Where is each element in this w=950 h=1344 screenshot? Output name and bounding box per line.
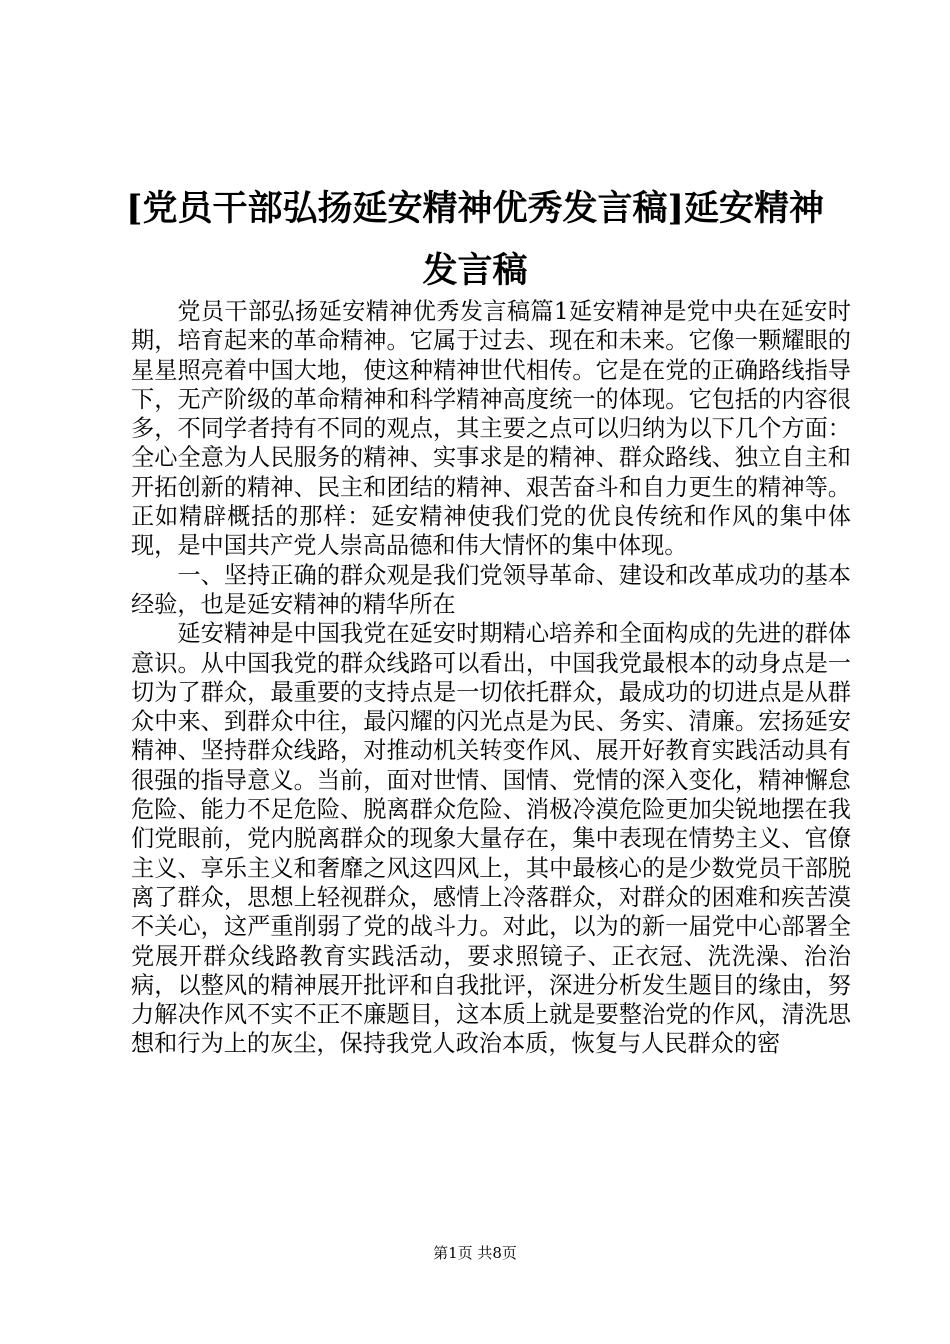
paragraph-heading-one: 一、坚持正确的群众观是我们党领导革命、建设和改革成功的基本经验，也是延安精神的精华所在	[131, 561, 851, 618]
page-number-footer: 第1页 共8页	[433, 1244, 517, 1262]
document-title: [党员干部弘扬延安精神优秀发言稿]延安精神发言稿	[125, 188, 825, 291]
paragraph-intro: 党员干部弘扬延安精神优秀发言稿篇1延安精神是党中央在延安时期，培育起来的革命精神。它属于过去、现在和未来。它像一颗耀眼的星星照亮着中国大地，使这种精神世代相传。它是在党的正确路线指导下，无产阶级的革命精神和科学精神高度统一的体现。它包括的内容很多，不同学者持有不同的观点，其主要之点可以归纳为以下几个方面：全心全意为人民服务的精神、实事求是的精神、群众路线、独立自主和开拓创新的精神、民主和团结的精神、艰苦奋斗和自力更生的精神等。正如精辟概括的那样：延安精神使我们党的优良传统和作风的集中体现，是中国共产党人崇高品德和伟大情怀的集中体现。	[131, 298, 851, 560]
document-body	[131, 297, 851, 1059]
paragraph-mass-line: 延安精神是中国我党在延安时期精心培养和全面构成的先进的群体意识。从中国我党的群众线路可以看出，中国我党最根本的动身点是一切为了群众，最重要的支持点是一切依托群众，最成功的切进点是从群众中来、到群众中往，最闪耀的闪光点是为民、务实、清廉。宏扬延安精神、坚持群众线路，对推动机关转变作风、展开好教育实践活动具有很强的指导意义。当前，面对世情、国情、党情的深入变化，精神懈怠危险、能力不足危险、脱离群众危险、消极冷漠危险更加尖锐地摆在我们党眼前，党内脱离群众的现象大量存在，集中表现在情势主义、官僚主义、享乐主义和奢靡之风这四风上，其中最核心的是少数党员干部脱离了群众，思想上轻视群众，感情上冷落群众，对群众的困难和疾苦漠不关心，这严重削弱了党的战斗力。对此，以为的新一届党中心部署全党展开群众线路教育实践活动，要求照镜子、正衣冠、洗洗澡、治治病，以整风的精神展开批评和自我批评，深进分析发生题目的缘由，努力解决作风不实不正不廉题目，这本质上就是要整治党的作风，清洗思想和行为上的灰尘，保持我党人政治本质，恢复与人民群众的密	[131, 620, 851, 1058]
